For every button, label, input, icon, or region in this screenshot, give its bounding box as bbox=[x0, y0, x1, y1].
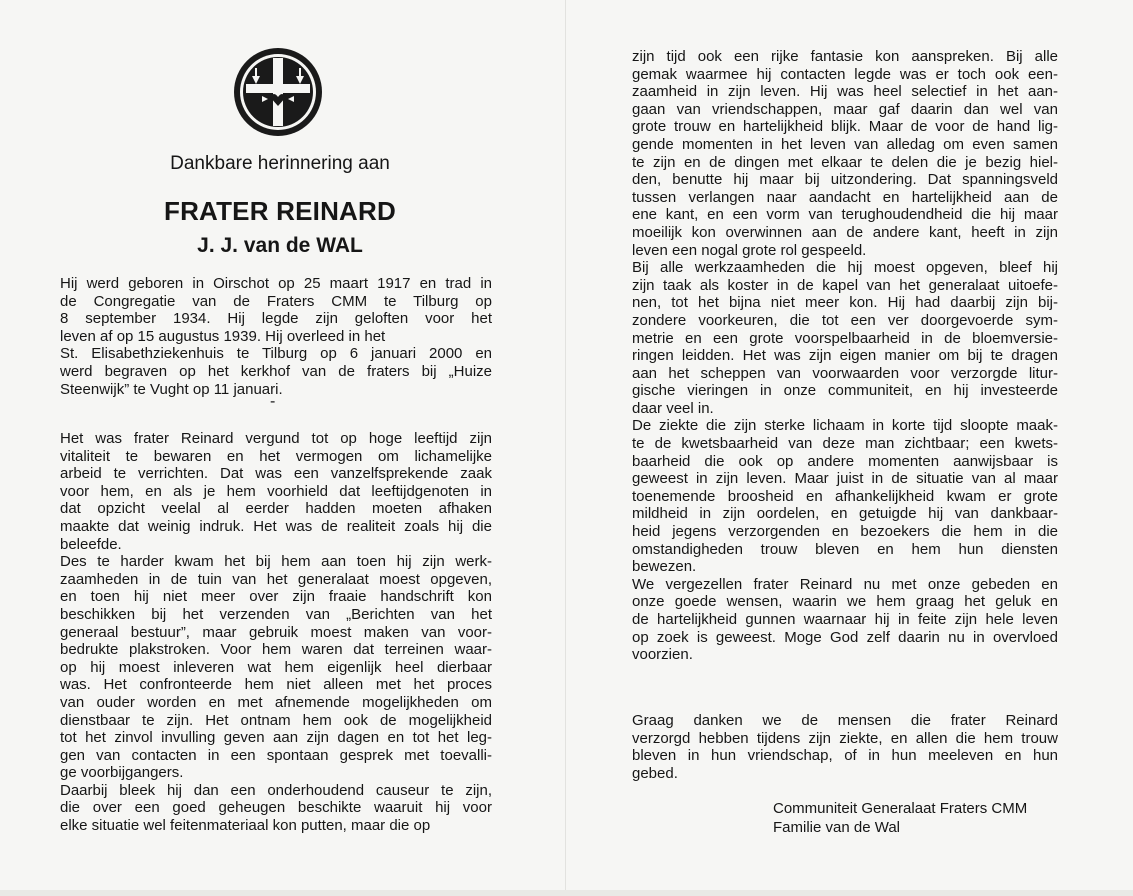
text-line: onze goede wensen, waarin we hem graag het geluk en bbox=[632, 593, 1058, 611]
text-line: was. Het confronteerde hem niet alleen met het proces bbox=[60, 676, 492, 694]
text-line: ringen leidden. Het was zijn eigen manier om bij te dragen bbox=[632, 347, 1058, 365]
text-line: leven af op 15 augustus 1939. Hij overleed in het bbox=[60, 327, 386, 345]
text-line: omstandigheden trouw bleven en hem hun diensten bbox=[632, 540, 1058, 558]
thanks-paragraph bbox=[632, 712, 1058, 782]
text-line: ge voorbijgangers. bbox=[60, 764, 184, 782]
text-line: aan het scheppen van voorwaarden voor verzorgde litur- bbox=[632, 364, 1058, 382]
text-line: gen van contacten in een spontaan gesprek met toevalli- bbox=[60, 746, 492, 764]
text-line: moeilijk kon overwinnen aan de andere kant, heeft in zijn bbox=[632, 223, 1058, 241]
text-line: dienstbaar te zijn. Het ontnam hem ook de mogelijkheid bbox=[60, 711, 492, 729]
text-line: verzorgd hebben tijdens zijn ziekte, en allen die hem trouw bbox=[632, 729, 1058, 747]
text-line: geweest in zijn leven. Maar juist in de situatie van al maar bbox=[632, 470, 1058, 488]
right-body-text bbox=[632, 48, 1058, 664]
text-line: nen, tot het bijna niet meer kon. Hij had daarbij zijn bij- bbox=[632, 294, 1058, 312]
text-line: voor hem, en als je hem voorhield dat leeftijdgenoten in bbox=[60, 482, 492, 500]
text-line: bewezen. bbox=[632, 558, 697, 576]
section-separator: - bbox=[270, 393, 276, 410]
cmm-cross-emblem-icon bbox=[232, 46, 324, 138]
text-line: bleven in hun vriendschap, of in hun meeleven en hun bbox=[632, 747, 1058, 765]
text-line: toenemende broosheid en afhankelijkheid kwam er grote bbox=[632, 487, 1058, 505]
text-line: op hij moest inleveren wat hem eigenlijk heel dierbaar bbox=[60, 658, 492, 676]
text-line: gaan van vriendschappen, maar gaf daarin dan wel van bbox=[632, 100, 1058, 118]
text-line: baarheid die ook op andere momenten aanwijsbaar is bbox=[632, 452, 1058, 470]
text-line: leven een nogal grote rol gespeeld. bbox=[632, 241, 867, 259]
text-line: bedrukte plakstroken. Voor hem waren dat terreinen waar- bbox=[60, 641, 492, 659]
text-line: gebed. bbox=[632, 764, 678, 782]
signature-community: Communiteit Generalaat Fraters CMM bbox=[773, 800, 1028, 817]
text-line: heid jegens verzorgenden en bezoekers die hem in die bbox=[632, 523, 1058, 541]
text-line: te de kwetsbaarheid van deze man zichtbaar; een kwets- bbox=[632, 435, 1058, 453]
text-line: Graag danken we de mensen die frater Reinard bbox=[632, 712, 1058, 729]
signature-family: Familie van de Wal bbox=[773, 819, 900, 836]
text-line: van ouder worden en met afnemende mogelijkheden om bbox=[60, 693, 492, 711]
text-line: daar veel in. bbox=[632, 399, 714, 417]
text-line: Hij werd geboren in Oirschot op 25 maart 1917 en trad in bbox=[60, 275, 492, 292]
memorial-heading: Dankbare herinnering aan bbox=[170, 153, 390, 174]
text-line: maakte dat weinig indruk. Het was de realiteit zoals hij die bbox=[60, 517, 492, 535]
text-line: op zoek is geweest. Moge God zelf daarin nu in overvloed bbox=[632, 628, 1058, 646]
text-line: grote trouw en hartelijkheid blijk. Maar de voor de hand lig- bbox=[632, 118, 1058, 136]
left-body-text bbox=[60, 430, 492, 835]
text-line: de Congregatie van de Fraters CMM te Tilburg op bbox=[60, 292, 492, 310]
text-line: De ziekte die zijn sterke lichaam in korte tijd sloopte maak- bbox=[632, 417, 1058, 435]
left-page bbox=[0, 0, 566, 896]
page-bottom-edge bbox=[0, 890, 1133, 896]
text-line: Steenwijk” te Vught op 11 januari. bbox=[60, 380, 283, 398]
text-line: arbeid te verrichten. Dat was een vanzelfsprekende zaak bbox=[60, 465, 492, 483]
text-line: metrie en een grote voorspelbaarheid in de bloemversie- bbox=[632, 329, 1058, 347]
text-line: voorzien. bbox=[632, 646, 693, 664]
text-line: gende momenten in het leven van alledag om even samen bbox=[632, 135, 1058, 153]
text-line: elke situatie wel feitenmateriaal kon putten, maar die op bbox=[60, 817, 431, 835]
text-line: beleefde. bbox=[60, 535, 122, 553]
text-line: zondere voorkeuren, die tot een ver doorgevoerde sym- bbox=[632, 311, 1058, 329]
text-line: We vergezellen frater Reinard nu met onze gebeden en bbox=[632, 575, 1058, 593]
biography-paragraph bbox=[60, 275, 492, 398]
text-line: zijn taak als koster in de kapel van het generalaat uitoefe- bbox=[632, 276, 1058, 294]
text-line: zaamheid in zijn leven. Hij was heel selectief in het aan- bbox=[632, 83, 1058, 101]
text-line: generaal bestuur”, maar gebruik moest maken van voor- bbox=[60, 623, 492, 641]
deceased-fullname: J. J. van de WAL bbox=[197, 234, 363, 257]
text-line: Bij alle werkzaamheden die hij moest opgeven, bleef hij bbox=[632, 259, 1058, 277]
text-line: dat opzicht veelal al eerder hadden moeten afhaken bbox=[60, 500, 492, 518]
text-line: zijn tijd ook een rijke fantasie kon aanspreken. Bij alle bbox=[632, 48, 1058, 65]
text-line: den, benutte hij maar bij uitzondering. Dat spanningsveld bbox=[632, 171, 1058, 189]
text-line: die over een goed geheugen beschikte waaruit hij voor bbox=[60, 799, 492, 817]
text-line: mildheid in zijn oordelen, en getuigde hij van dankbaar- bbox=[632, 505, 1058, 523]
text-line: ene kant, en een vorm van terughoudendheid die hij maar bbox=[632, 206, 1058, 224]
text-line: zaamheden in de tuin van het generalaat moest opgeven, bbox=[60, 570, 492, 588]
text-line: werd begraven op het kerkhof van de fraters bij „Huize bbox=[60, 362, 492, 380]
text-line: vitaliteit te bewaren en het vermogen om lichamelijke bbox=[60, 447, 492, 465]
text-line: en toen hij niet meer over zijn fraaie handschrift kon bbox=[60, 588, 492, 606]
text-line: te zijn en de dingen met elkaar te delen die je bezig hiel- bbox=[632, 153, 1058, 171]
text-line: tussen verlangen naar aandacht en hartelijkheid aan de bbox=[632, 188, 1058, 206]
text-line: Het was frater Reinard vergund tot op hoge leeftijd zijn bbox=[60, 430, 492, 447]
text-line: gische vieringen in onze communiteit, en hij investeerde bbox=[632, 382, 1058, 400]
text-line: Daarbij bleek hij dan een onderhoudend causeur te zijn, bbox=[60, 781, 492, 799]
deceased-name: FRATER REINARD bbox=[164, 196, 396, 226]
text-line: gemak waarmee hij contacten legde was er toch ook een- bbox=[632, 65, 1058, 83]
text-line: St. Elisabethziekenhuis te Tilburg op 6 januari 2000 en bbox=[60, 345, 492, 363]
text-line: tot het zinvol invulling geven aan zijn dagen en tot het leg- bbox=[60, 729, 492, 747]
signature-block bbox=[773, 799, 1027, 837]
text-line: Des te harder kwam het bij hem aan toen hij zijn werk- bbox=[60, 553, 492, 571]
text-line: 8 september 1934. Hij legde zijn geloften voor het bbox=[60, 310, 492, 328]
text-line: de hartelijkheid gunnen waarnaar hij in feite zijn hele leven bbox=[632, 611, 1058, 628]
text-line: beschikken bij het verzenden van „Berichten van het bbox=[60, 605, 492, 623]
